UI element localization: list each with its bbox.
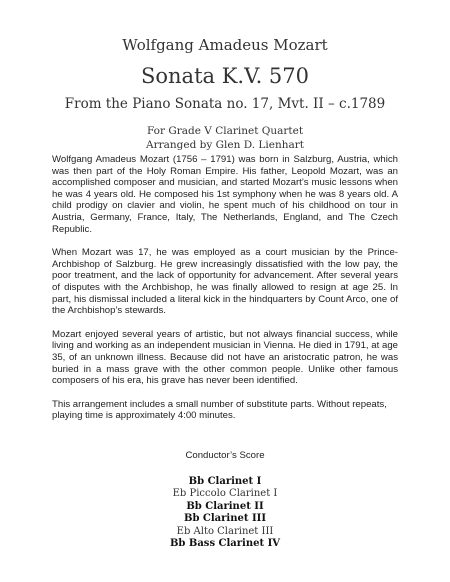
part-item: Bb Bass Clarinet IV [169, 538, 281, 550]
composer-name: Wolfgang Amadeus Mozart [122, 36, 328, 54]
paragraph-court: When Mozart was 17, he was employed as a court musician by the Prince-Archbishop of Salzburg. He grew increasingly dissatisfied with the low pay, the poor treatment, and the lack of opportunity for advancement. After several years of disputes with the Archbishop, he was finally allowed to resign at age 25. In part, his dismissal included a literal kick in the hindquarters by Count Arco, one of the Archbishop’s stewards. [52, 247, 398, 317]
parts-list [0, 476, 450, 550]
paragraph-vienna: Mozart enjoyed several years of artistic, but not always financial success, while living and working as an independent musician in Vienna. He died in 1791, at age 35, of an unknown illness. Because did not have an aristocratic patron, he was buried in a mass grave with the other common people. Unlike other famous composers of his era, his grave has never been identified. [52, 328, 398, 387]
part-item: Eb Alto Clarinet III [176, 525, 274, 537]
paragraph-birth: Wolfgang Amadeus Mozart (1756 – 1791) was born in Salzburg, Austria, which was then part of the Holy Roman Empire. His father, Leopold Mozart, was an accomplished composer and musician, and started Mozart’s music lessons when he was 4 years old. He composed his 1st symphony when he was 8 years old. A child prodigy on clavier and violin, he spent much of his childhood on tour in Austria, Germany, France, Italy, The Netherlands, England, and The Czech Republic. [52, 154, 398, 235]
paragraph-arrangement: This arrangement includes a small number of substitute parts. Without repeats, playing time is approximately 4:00 minutes. [52, 398, 387, 422]
grade-and-arranger [0, 124, 450, 152]
part-item: Bb Clarinet I [188, 476, 262, 487]
part-item: Eb Piccolo Clarinet I [172, 488, 278, 500]
page-title: Sonata K.V. 570 [141, 64, 309, 88]
grade-line: For Grade V Clarinet Quartet [146, 125, 304, 137]
biography-text [52, 154, 398, 434]
page-subtitle: From the Piano Sonata no. 17, Mvt. II – c.1789 [64, 96, 386, 112]
part-item: Bb Clarinet III [184, 513, 266, 525]
arranger-line: Arranged by Glen D. Lienhart [146, 139, 304, 151]
part-item: Bb Clarinet II [186, 500, 264, 512]
score-label: Conductor’s Score [185, 450, 265, 461]
